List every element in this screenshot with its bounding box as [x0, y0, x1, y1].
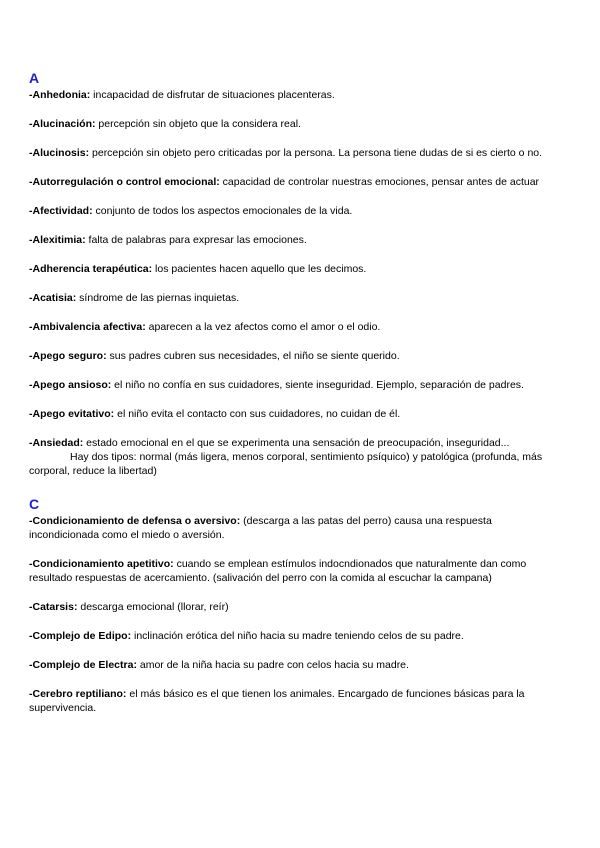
- glossary-entry: [29, 557, 559, 585]
- entry-extra-text: Hay dos tipos: normal (más ligera, menos corporal, sentimiento psíquico) y patológica (profunda, más corporal, reduce la libertad): [29, 451, 543, 477]
- glossary-entry: [29, 117, 559, 131]
- entry-definition: amor de la niña hacia su padre con celos hacia su madre.: [136, 659, 409, 671]
- glossary-entry: [29, 320, 559, 334]
- entry-term: -Afectividad:: [29, 205, 93, 217]
- glossary-entry: [29, 349, 559, 363]
- entry-term: -Anhedonia:: [29, 89, 91, 101]
- glossary-entry: [29, 262, 559, 276]
- section-c: [29, 496, 559, 715]
- glossary-entry: [29, 378, 559, 392]
- entry-definition: el niño evita el contacto con sus cuidadores, no cuidan de él.: [114, 408, 401, 420]
- entry-term: -Cerebro reptiliano:: [29, 688, 127, 700]
- glossary-page: [29, 70, 559, 730]
- entry-term: -Alucinosis:: [29, 147, 90, 159]
- entry-definition: capacidad de controlar nuestras emociones, pensar antes de actuar: [219, 176, 540, 188]
- entry-term: -Complejo de Electra:: [29, 659, 137, 671]
- glossary-entry: [29, 600, 559, 614]
- entry-definition: percepción sin objeto pero criticadas por la persona. La persona tiene dudas de si es cierto o no.: [89, 147, 543, 159]
- entry-term: -Condicionamiento de defensa o aversivo:: [29, 515, 241, 527]
- entry-term: -Complejo de Edipo:: [29, 630, 132, 642]
- entry-definition: aparecen a la vez afectos como el amor o el odio.: [145, 321, 381, 333]
- entry-definition: (descarga a las patas del perro) causa una respuesta incondicionada como el miedo o aversión.: [29, 515, 492, 541]
- entry-definition: síndrome de las piernas inquietas.: [76, 292, 240, 304]
- entry-term: -Condicionamiento apetitivo:: [29, 558, 174, 570]
- glossary-entry: [29, 629, 559, 643]
- entry-term: -Acatisia:: [29, 292, 77, 304]
- section-letter: A: [29, 70, 40, 86]
- entry-definition: conjunto de todos los aspectos emocionales de la vida.: [92, 205, 353, 217]
- entry-definition: el niño no confía en sus cuidadores, siente inseguridad. Ejemplo, separación de padres.: [111, 379, 524, 391]
- entry-term: -Ansiedad:: [29, 437, 84, 449]
- entry-term: -Autorregulación o control emocional:: [29, 176, 220, 188]
- entry-term: -Apego ansioso:: [29, 379, 112, 391]
- entry-term: -Ambivalencia afectiva:: [29, 321, 146, 333]
- entry-term: -Alucinación:: [29, 118, 96, 130]
- entry-definition: incapacidad de disfrutar de situaciones placenteras.: [90, 89, 335, 101]
- entry-definition: los pacientes hacen aquello que les decimos.: [152, 263, 367, 275]
- entry-definition: falta de palabras para expresar las emociones.: [85, 234, 307, 246]
- glossary-entry: [29, 233, 559, 247]
- entry-term: -Adherencia terapéutica:: [29, 263, 153, 275]
- glossary-entry: [29, 175, 559, 189]
- glossary-entry: [29, 687, 559, 715]
- glossary-entry: [29, 436, 559, 478]
- section-a: [29, 70, 559, 478]
- entry-term: -Alexitimia:: [29, 234, 86, 246]
- entry-definition: cuando se emplean estímulos indocndionados que naturalmente dan como resultado respuestas de acercamiento. (salivación del perro con la comida al escuchar la campana): [29, 558, 527, 584]
- glossary-entry: [29, 658, 559, 672]
- glossary-entry: [29, 514, 559, 542]
- entry-term: -Catarsis:: [29, 601, 78, 613]
- entry-definition: percepción sin objeto que la considera real.: [95, 118, 301, 130]
- entry-definition: sus padres cubren sus necesidades, el niño se siente querido.: [106, 350, 400, 362]
- entry-definition: descarga emocional (llorar, reír): [77, 601, 229, 613]
- entry-term: -Apego evitativo:: [29, 408, 115, 420]
- entry-definition: estado emocional en el que se experimenta una sensación de preocupación, inseguridad...: [83, 437, 510, 449]
- glossary-entry: [29, 88, 559, 102]
- entry-definition: inclinación erótica del niño hacia su madre teniendo celos de su padre.: [131, 630, 464, 642]
- glossary-entry: [29, 146, 559, 160]
- section-letter: C: [29, 496, 40, 512]
- glossary-entry: [29, 407, 559, 421]
- glossary-entry: [29, 291, 559, 305]
- entry-term: -Apego seguro:: [29, 350, 107, 362]
- glossary-entry: [29, 204, 559, 218]
- entry-definition: el más básico es el que tienen los animales. Encargado de funciones básicas para la supervivencia.: [29, 688, 525, 714]
